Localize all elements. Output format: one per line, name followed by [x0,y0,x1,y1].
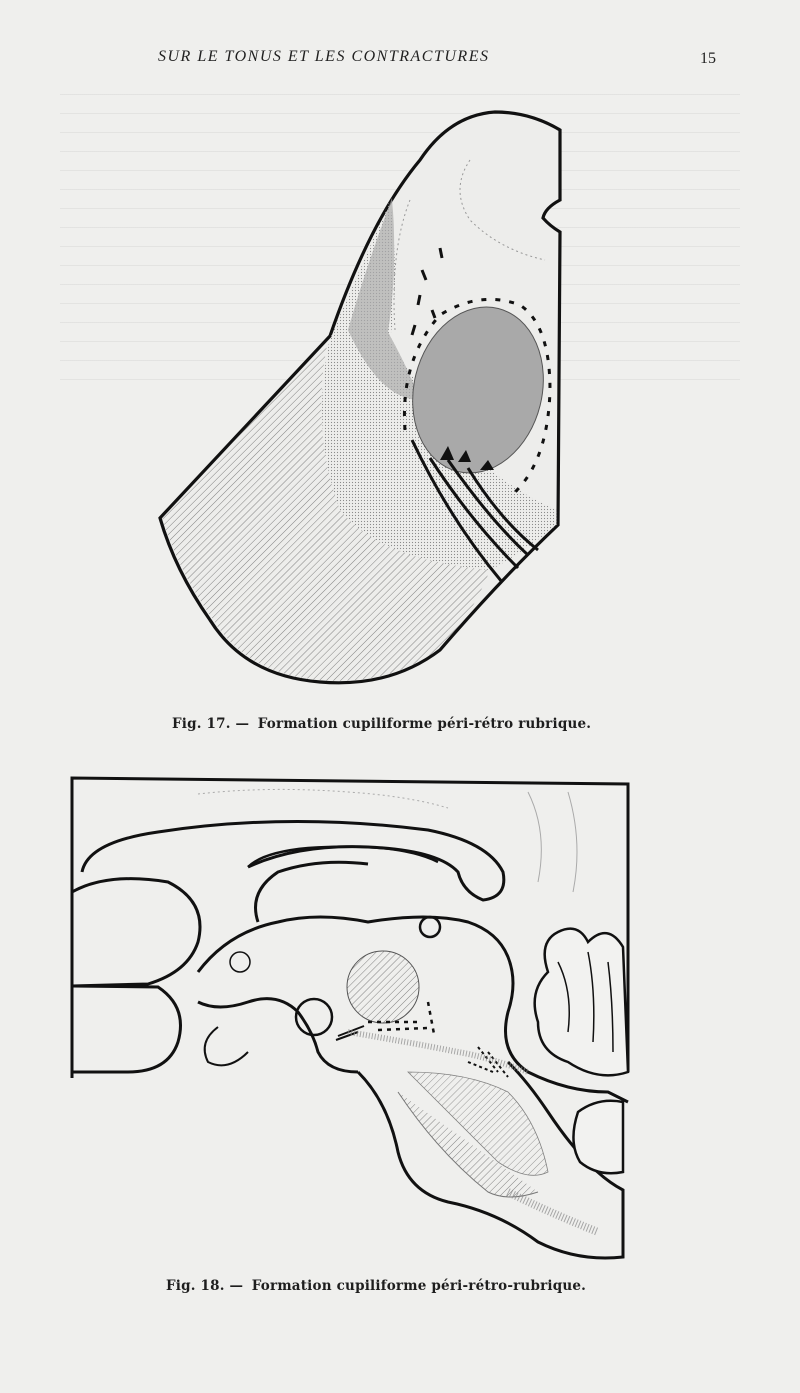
figure-17-caption-text: Formation cupiliforme péri-rétro rubrique. [257,716,592,732]
figure-18-illustration [68,772,636,1264]
figure-18-drawing [68,772,636,1264]
figure-17-caption [172,716,591,732]
figure-17-label: Fig. 17. — [172,716,250,732]
figure-17-drawing [150,100,570,700]
figure-18-label: Fig. 18. — [166,1278,244,1294]
figure-18-caption [166,1278,586,1294]
running-head: SUR LE TONUS ET LES CONTRACTURES [158,48,490,65]
figure-18-caption-text: Formation cupiliforme péri-rétro-rubrique. [251,1278,587,1294]
figure-17-illustration [150,100,570,700]
page-number: 15 [700,50,716,67]
